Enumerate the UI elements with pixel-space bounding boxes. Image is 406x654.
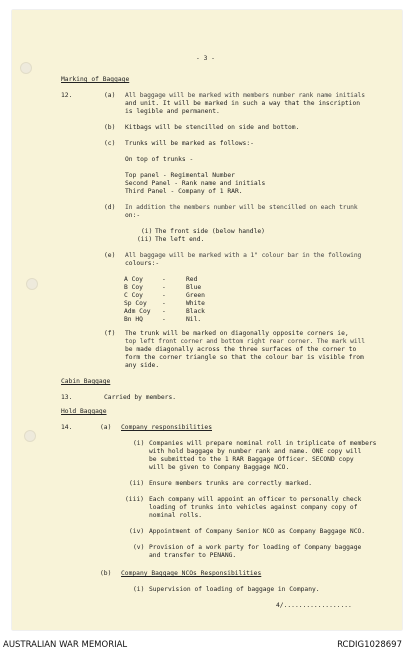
list-item-label: (ii) — [129, 480, 145, 487]
section-heading-cabin: Cabin Baggage — [61, 378, 111, 385]
subpara-label-a: (a) — [100, 424, 112, 431]
colour-value: Black — [186, 308, 205, 315]
text-line: The front side (below handle) — [155, 228, 265, 235]
text-line: nominal rolls. — [149, 512, 203, 519]
text-line: In addition the members number will be stencilled on each trunk — [125, 204, 358, 211]
colour-value: White — [186, 300, 205, 307]
text-line: Companies will prepare nominal roll in triplicate of members — [149, 440, 377, 447]
colour-dash: - — [162, 316, 166, 323]
colour-dash: - — [162, 276, 166, 283]
text-line: loading of trunks into vehicles against company copy of — [149, 504, 358, 511]
text-line: Top panel - Regimental Number — [125, 172, 235, 179]
footer-institution: AUSTRALIAN WAR MEMORIAL — [3, 640, 128, 650]
subpara-label-b: (b) — [104, 124, 116, 131]
colour-value: Green — [186, 292, 205, 299]
text-line: with hold baggage by number rank and name. ONE copy will — [149, 448, 362, 455]
text-line: and transfer to PENANG. — [149, 552, 237, 559]
subpara-label-e: (e) — [104, 252, 116, 259]
text-line: is legible and permanent. — [125, 108, 220, 115]
text-line: any side. — [125, 362, 160, 369]
colour-unit: B Coy — [124, 284, 143, 291]
text-line: All baggage will be marked with members number rank name initials — [125, 92, 365, 99]
subpara-label-b: (b) — [100, 570, 112, 577]
text-line: on:- — [125, 212, 141, 219]
list-item-label: (i) — [133, 586, 145, 593]
list-item-label: (i) — [141, 228, 153, 235]
text-line: Third Panel - Company of 1 RAR. — [125, 188, 243, 195]
text-line: Carried by members. — [104, 394, 177, 401]
subpara-label-d: (d) — [104, 204, 116, 211]
punch-hole-top — [20, 62, 32, 74]
text-line: The left end. — [155, 236, 205, 243]
text-line: and unit. It will be marked in such a way that the inscription — [125, 100, 361, 107]
archive-footer — [0, 636, 406, 654]
text-line: be made diagonally across the three surfaces of the corner to — [125, 346, 357, 353]
text-line: All baggage will be marked with a 1" colour bar in the following — [125, 252, 362, 259]
continuation-marker: 4/.................. — [276, 602, 352, 609]
colour-value: Blue — [186, 284, 202, 291]
colour-unit: Adm Coy — [124, 308, 151, 315]
text-line: Trunks will be marked as follows:- — [125, 140, 254, 147]
colour-unit: A Coy — [124, 276, 143, 283]
list-item-label: (i) — [133, 440, 145, 447]
colour-unit: Sp Coy — [124, 300, 147, 307]
text-line: Appointment of Company Senior NCO as Company Baggage NCO. — [149, 528, 366, 535]
subheading-company-responsibilities: Company responsibilities — [121, 424, 212, 431]
list-item-label: (v) — [133, 544, 145, 551]
page-number: - 3 - — [196, 55, 215, 62]
subpara-label-f: (f) — [104, 330, 116, 337]
para-number-14: 14. — [61, 424, 73, 431]
colour-dash: - — [162, 300, 166, 307]
text-line: colours:- — [125, 260, 160, 267]
text-line: form the corner triangle so that the colour bar is visible from — [125, 354, 364, 361]
text-line: On top of trunks - — [125, 156, 194, 163]
colour-dash: - — [162, 308, 166, 315]
subpara-label-c: (c) — [104, 140, 116, 147]
text-line: Second Panel - Rank name and initials — [125, 180, 266, 187]
text-line: Supervision of loading of baggage in Company. — [149, 586, 320, 593]
section-heading-marking: Marking of Baggage — [61, 76, 130, 83]
text-line: will be given to Company Baggage NCO. — [149, 464, 290, 471]
colour-value: Red — [186, 276, 198, 283]
colour-dash: - — [162, 284, 166, 291]
text-line: Provision of a work party for loading of Company baggage — [149, 544, 362, 551]
text-line: be submitted to the 1 RAR Baggage Officer. SECOND copy — [149, 456, 354, 463]
text-line: Each company will appoint an officer to personally check — [149, 496, 362, 503]
text-line: Kitbags will be stencilled on side and bottom. — [125, 124, 300, 131]
colour-unit: C Coy — [124, 292, 143, 299]
colour-value: Nil. — [186, 316, 202, 323]
punch-hole-middle — [26, 278, 38, 290]
subpara-label-a: (a) — [104, 92, 116, 99]
list-item-label: (iv) — [129, 528, 145, 535]
text-line: Ensure members trunks are correctly marked. — [149, 480, 313, 487]
subheading-baggage-nco-responsibilities: Company Baggage NCOs Responsibilities — [121, 570, 262, 577]
footer-record-id: RCDIG1028697 — [337, 640, 402, 650]
list-item-label: (ii) — [137, 236, 153, 243]
colour-unit: Bn HQ — [124, 316, 143, 323]
list-item-label: (iii) — [125, 496, 144, 503]
para-number-12: 12. — [61, 92, 73, 99]
text-line: top left front corner and bottom right rear corner. The mark will — [125, 338, 365, 345]
punch-hole-lower — [24, 430, 36, 442]
section-heading-hold: Hold Baggage — [61, 408, 107, 415]
para-number-13: 13. — [61, 394, 73, 401]
text-line: The trunk will be marked on diagonally opposite corners ie, — [125, 330, 349, 337]
colour-dash: - — [162, 292, 166, 299]
